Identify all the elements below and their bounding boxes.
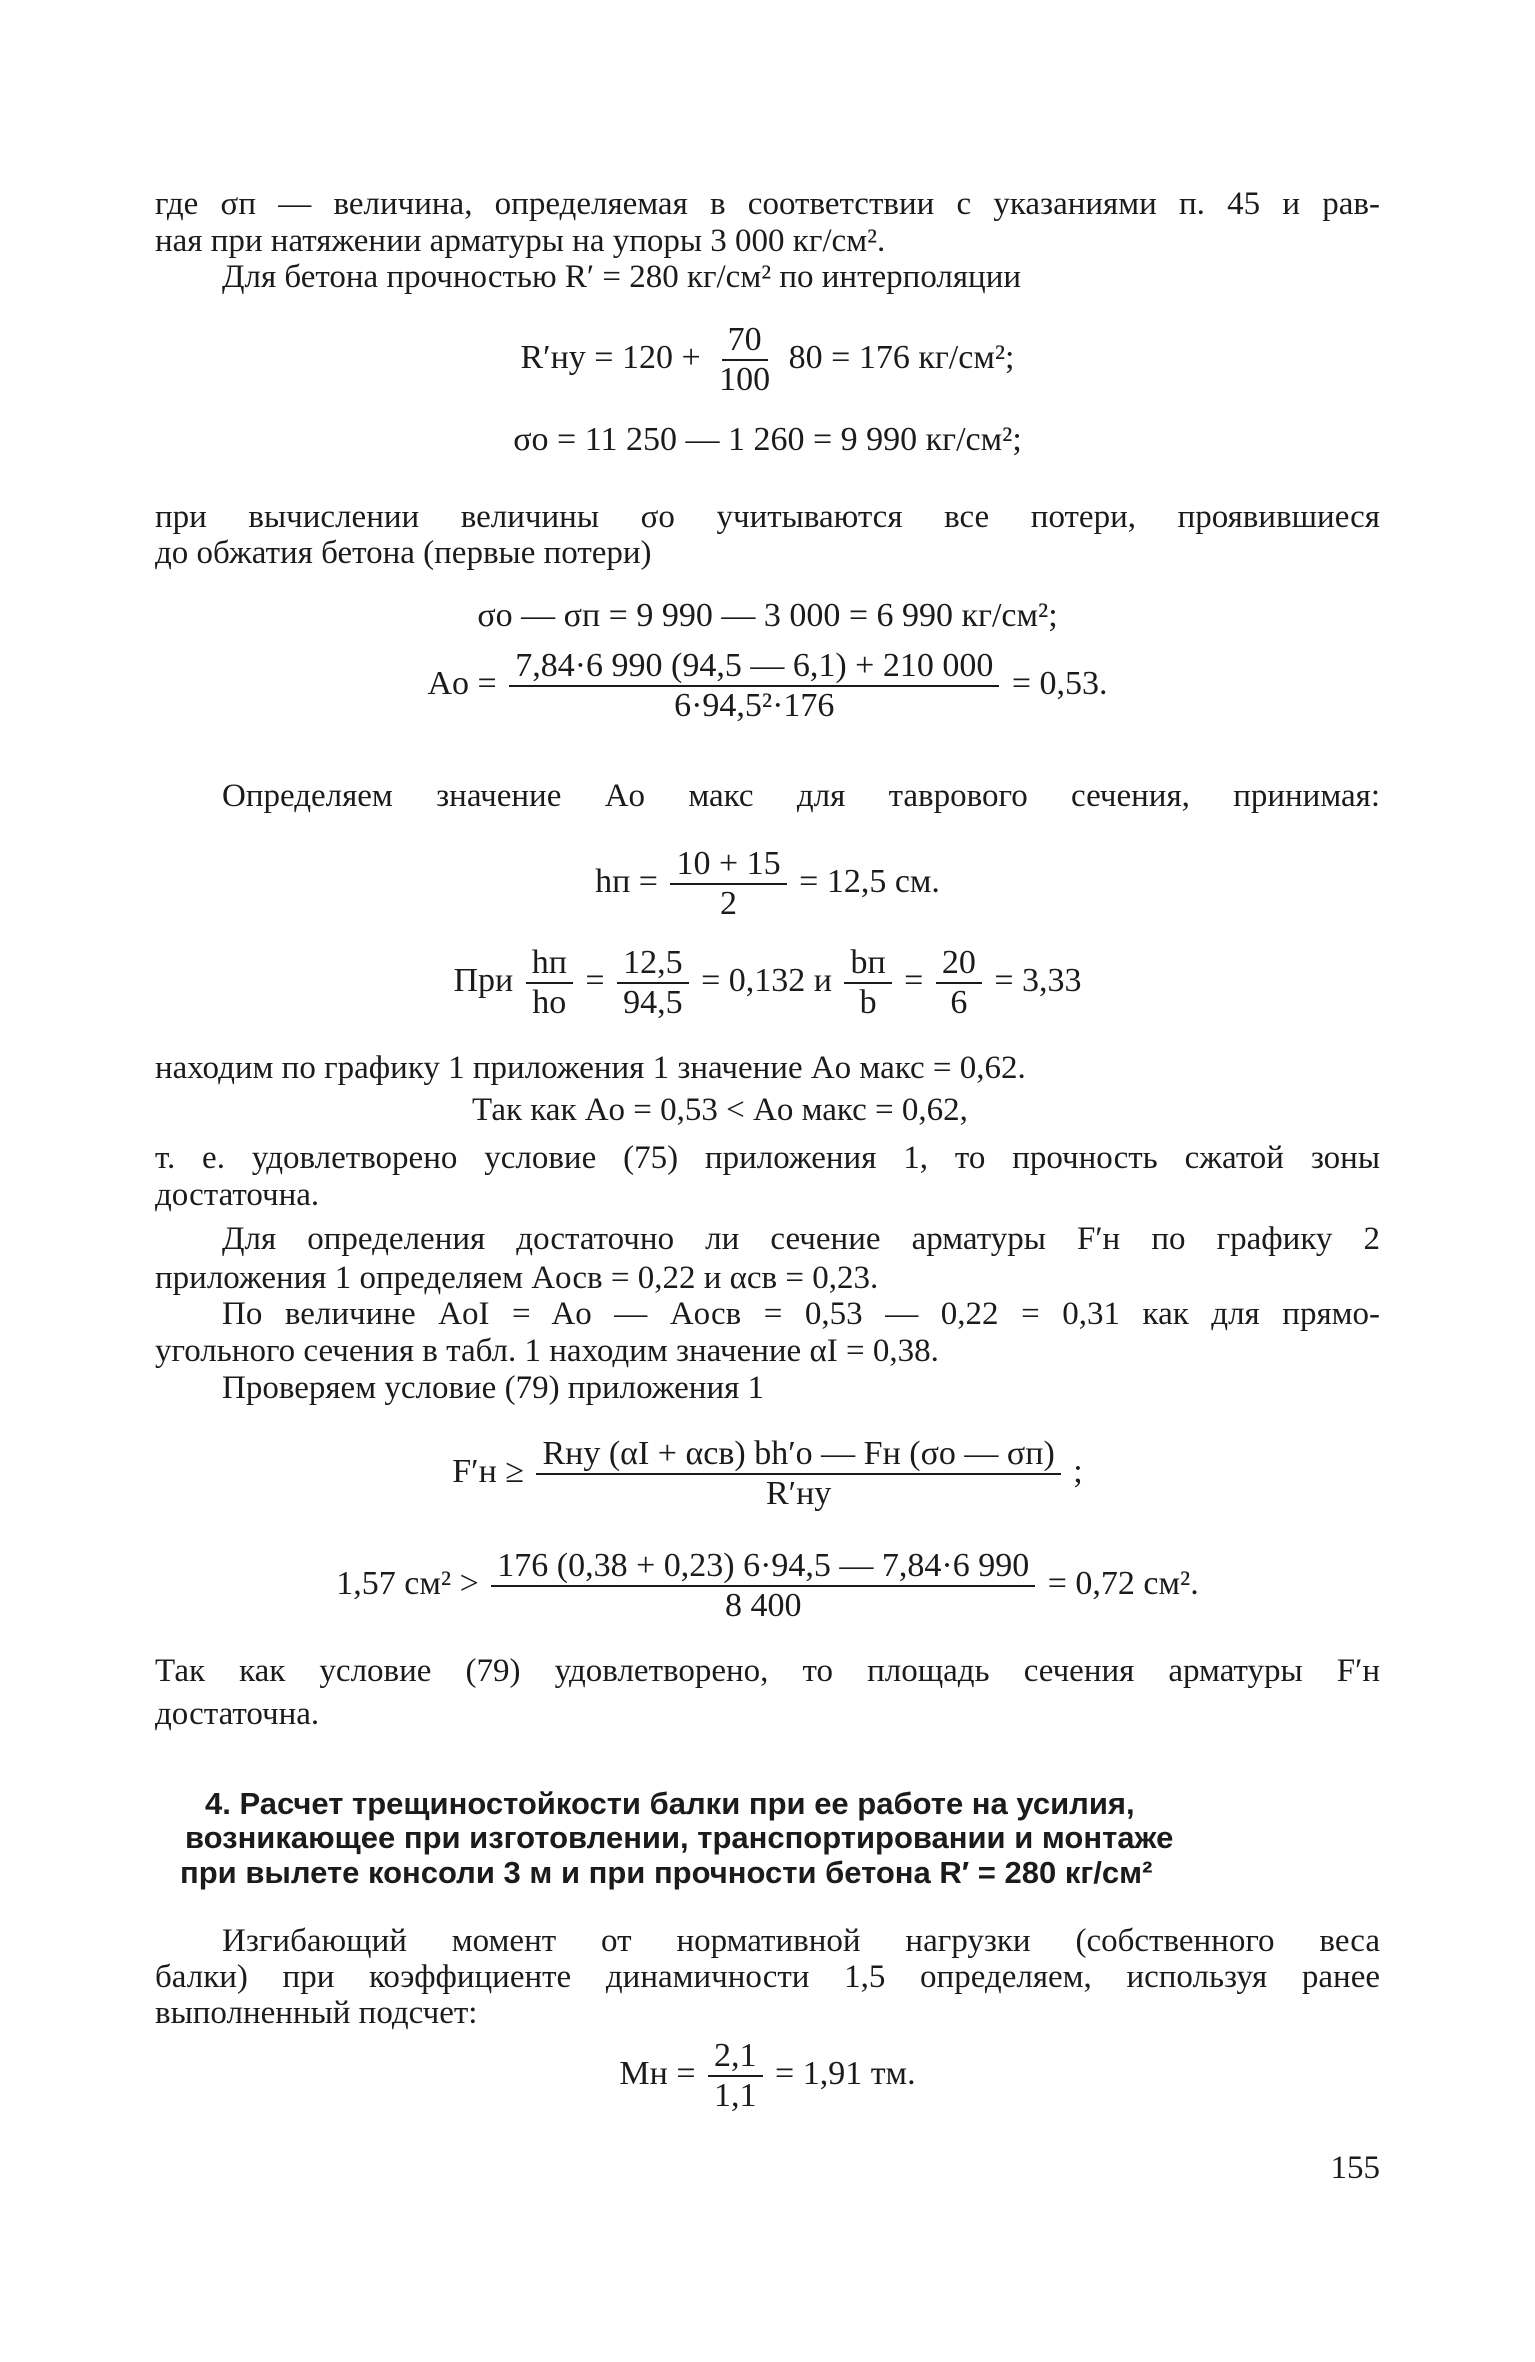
section-heading: возникающее при изготовлении, транспортировании и монтаже [185, 1820, 1174, 1855]
paragraph-line: Так как условие (79) удовлетворено, то площадь сечения арматуры F′н [155, 1653, 1380, 1689]
equation-lhs: 1,57 см² > [336, 1564, 479, 1602]
paragraph-line: при вычислении величины σо учитываются все потери, проявившиеся [155, 499, 1380, 535]
fraction [509, 648, 999, 724]
equation-lhs: Aо = [427, 664, 497, 702]
fraction-denominator: 1,1 [714, 2077, 757, 2114]
equation-rhs: = 0,72 см². [1047, 1564, 1199, 1602]
fraction-numerator: 176 (0,38 + 0,23) 6·94,5 — 7,84·6 990 [491, 1548, 1035, 1587]
fraction [713, 322, 776, 398]
paragraph-line: находим по графику 1 приложения 1 значение Aо макс = 0,62. [155, 1050, 1026, 1086]
paragraph-line: т. е. удовлетворено условие (75) приложения 1, то прочность сжатой зоны [155, 1140, 1380, 1176]
equation-middle: = 0,132 и [701, 961, 832, 999]
section-heading: 4. Расчет трещиностойкости балки при ее работе на усилия, [205, 1786, 1135, 1821]
fraction-numerator: 2,1 [708, 2038, 763, 2077]
equation-moment [0, 2038, 1535, 2114]
equation-ratios [0, 945, 1535, 1021]
fraction-denominator: b [859, 984, 877, 1021]
paragraph-line: достаточна. [155, 1177, 320, 1213]
paragraph-line: до обжатия бетона (первые потери) [155, 535, 652, 571]
fraction [617, 945, 689, 1021]
fraction-denominator: 6·94,5²·176 [674, 687, 835, 724]
paragraph-line: ная при натяжении арматуры на упоры 3 000 кг/см². [155, 223, 886, 259]
fraction [708, 2038, 763, 2114]
paragraph-line: где σп — величина, определяемая в соответствии с указаниями п. 45 и рав- [155, 186, 1380, 222]
section-heading: при вылете консоли 3 м и при прочности бетона R′ = 280 кг/см² [180, 1855, 1153, 1890]
equation-rhs: ; [1073, 1452, 1083, 1490]
paragraph-line: Для определения достаточно ли сечение арматуры F′н по графику 2 [222, 1221, 1380, 1257]
fraction-numerator: hп [526, 945, 573, 984]
page-number: 155 [1330, 2150, 1380, 2186]
fraction-denominator: 94,5 [623, 984, 683, 1021]
paragraph-line: Так как Aо = 0,53 < Aо макс = 0,62, [472, 1092, 968, 1128]
paragraph-line: Проверяем условие (79) приложения 1 [222, 1370, 765, 1406]
equation-r-prime [0, 322, 1535, 398]
fraction-denominator: 100 [719, 361, 771, 398]
equation-check [0, 1548, 1535, 1624]
fraction-numerator: 70 [722, 322, 768, 361]
fraction-denominator: 8 400 [725, 1587, 802, 1624]
paragraph-line: приложения 1 определяем Aосв = 0,22 и αсв = 0,23. [155, 1260, 879, 1296]
fraction [936, 945, 982, 1021]
equation-lhs: F′н ≥ [452, 1452, 524, 1490]
fraction-denominator: 6 [950, 984, 968, 1021]
equation-lhs: Mн = [619, 2054, 696, 2092]
paragraph-line: выполненный подсчет: [155, 1995, 478, 2031]
equation-a-o [0, 648, 1535, 724]
equation-rhs: = 3,33 [994, 961, 1082, 999]
fraction [491, 1548, 1035, 1624]
equation-rhs: = 12,5 см. [799, 862, 940, 900]
fraction [844, 945, 891, 1021]
equation-h-p [0, 846, 1535, 922]
paragraph-line: балки) при коэффициенте динамичности 1,5 определяем, используя ранее [155, 1959, 1380, 1995]
fraction [526, 945, 573, 1021]
equation-rhs: = 0,53. [1011, 664, 1108, 702]
equation-condition-79 [0, 1436, 1535, 1512]
fraction [670, 846, 786, 922]
equation-prefix: При [453, 961, 514, 999]
fraction [536, 1436, 1060, 1512]
paragraph-line: Определяем значение Aо макс для таврового сечения, принимая: [222, 778, 1380, 814]
paragraph-line: достаточна. [155, 1696, 320, 1732]
paragraph-line: По величине AоI = Aо — Aосв = 0,53 — 0,22 = 0,31 как для прямо- [222, 1296, 1380, 1332]
equation-rhs: 80 = 176 кг/см²; [788, 338, 1015, 376]
fraction-numerator: 12,5 [617, 945, 689, 984]
fraction-numerator: Rну (αI + αсв) bh′о — Fн (σо — σп) [536, 1436, 1060, 1475]
equation-lhs: hп = [595, 862, 658, 900]
equation-lhs: R′ну = 120 + [520, 338, 701, 376]
fraction-numerator: bп [844, 945, 891, 984]
fraction-numerator: 7,84·6 990 (94,5 — 6,1) + 210 000 [509, 648, 999, 687]
equation-rhs: = 1,91 тм. [775, 2054, 916, 2092]
equals-sign: = [585, 961, 605, 999]
paragraph-line: Для бетона прочностью R′ = 280 кг/см² по интерполяции [222, 259, 1022, 295]
fraction-denominator: 2 [720, 885, 738, 922]
fraction-denominator: hо [532, 984, 567, 1021]
fraction-numerator: 10 + 15 [670, 846, 786, 885]
equals-sign: = [904, 961, 924, 999]
fraction-denominator: R′ну [765, 1475, 832, 1512]
equation-sigma-o: σо = 11 250 — 1 260 = 9 990 кг/см²; [513, 421, 1022, 458]
fraction-numerator: 20 [936, 945, 982, 984]
paragraph-line: угольного сечения в табл. 1 находим значение αI = 0,38. [155, 1333, 939, 1369]
equation-sigma-diff: σо — σп = 9 990 — 3 000 = 6 990 кг/см²; [477, 597, 1058, 634]
paragraph-line: Изгибающий момент от нормативной нагрузки (собственного веса [222, 1923, 1380, 1959]
